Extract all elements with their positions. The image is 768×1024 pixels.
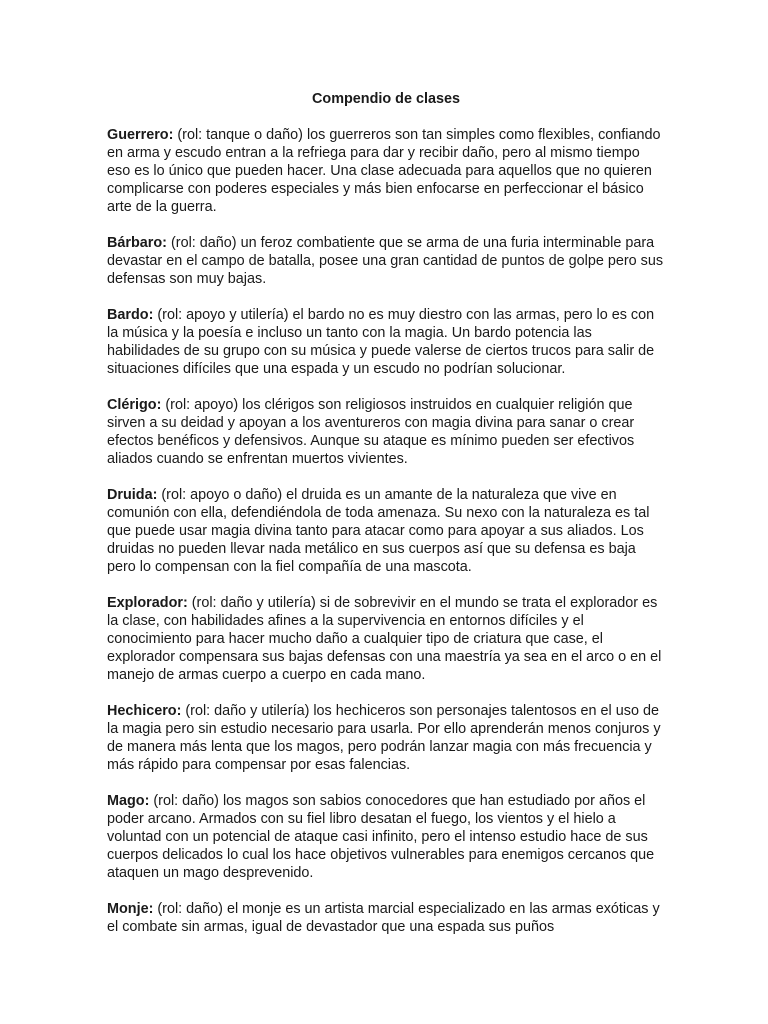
class-description: (rol: daño y utilería) si de sobrevivir en el mundo se trata el explorador es la clase, con habilidades afines a la supervivencia en entornos difíciles y el conocimiento para hacer mucho daño a cualquier tipo de criatura que case, el explorador compensara sus bajas defensas con una maestría ya sea en el arco o en el manejo de armas cuerpo a cuerpo en cada mano. xyxy=(107,595,662,683)
class-entry-clerigo xyxy=(107,396,665,468)
class-description: (rol: apoyo) los clérigos son religiosos instruidos en cualquier religión que sirven a su deidad y apoyan a los aventureros con magia divina para sanar o crear efectos benéficos y defensivos. Aunque su ataque es mínimo pueden ser efectivos aliados cuando se enfrentan muertos vivientes. xyxy=(107,397,635,467)
class-name: Monje: xyxy=(107,901,154,917)
document-title: Compendio de clases xyxy=(312,91,460,107)
class-description: (rol: apoyo o daño) el druida es un amante de la naturaleza que vive en comunión con ella, defendiéndola de toda amenaza. Su nexo con la naturaleza es tal que puede usar magia divina tanto para atacar como para apoyar a sus aliados. Los druidas no pueden llevar nada metálico en sus cuerpos así que su defensa es baja pero lo compensan con la fiel compañía de una mascota. xyxy=(107,487,650,575)
class-description: (rol: daño) los magos son sabios conocedores que han estudiado por años el poder arcano. Armados con su fiel libro desatan el fuego, los vientos y el hielo a voluntad con un potencial de ataque casi infinito, pero el intenso estudio hace de sus cuerpos delicados lo cual los hace objetivos vulnerables para enemigos cercanos que ataquen un mago desprevenido. xyxy=(107,793,655,881)
class-entry-monje xyxy=(107,900,665,936)
class-entry-druida xyxy=(107,486,665,576)
class-description: (rol: apoyo y utilería) el bardo no es muy diestro con las armas, pero lo es con la música y la poesía e incluso un tanto con la magia. Un bardo potencia las habilidades de su grupo con su música y puede valerse de ciertos trucos para salir de situaciones difíciles que una espada y un escudo no podrían solucionar. xyxy=(107,307,655,377)
class-name: Bárbaro: xyxy=(107,235,167,251)
class-entry-mago xyxy=(107,792,665,882)
class-entry-explorador xyxy=(107,594,665,684)
class-entry-bardo xyxy=(107,306,665,378)
document-body xyxy=(107,90,665,954)
class-description: (rol: daño y utilería) los hechiceros son personajes talentosos en el uso de la magia pero sin estudio necesario para usarla. Por ello aprenderán menos conjuros y de manera más lenta que los magos, pero podrán lanzar magia con más frecuencia y más rápido para compensar por esas falencias. xyxy=(107,703,661,773)
class-description: (rol: daño) el monje es un artista marcial especializado en las armas exóticas y el combate sin armas, igual de devastador que una espada sus puños xyxy=(107,901,660,935)
class-name: Clérigo: xyxy=(107,397,162,413)
class-name: Mago: xyxy=(107,793,150,809)
class-description: (rol: daño) un feroz combatiente que se arma de una furia interminable para devastar en el campo de batalla, posee una gran cantidad de puntos de golpe pero sus defensas son muy bajas. xyxy=(107,235,664,287)
class-entry-hechicero xyxy=(107,702,665,774)
class-name: Hechicero: xyxy=(107,703,182,719)
class-entry-barbaro xyxy=(107,234,665,288)
class-name: Bardo: xyxy=(107,307,154,323)
class-name: Guerrero: xyxy=(107,127,174,143)
class-description: (rol: tanque o daño) los guerreros son tan simples como flexibles, confiando en arma y escudo entran a la refriega para dar y recibir daño, pero al mismo tiempo eso es lo único que pueden hacer. Una clase adecuada para aquellos que no quieren complicarse con poderes especiales y más bien enfocarse en perfeccionar el básico arte de la guerra. xyxy=(107,127,661,215)
class-name: Explorador: xyxy=(107,595,188,611)
class-entry-guerrero xyxy=(107,126,665,216)
class-name: Druida: xyxy=(107,487,158,503)
